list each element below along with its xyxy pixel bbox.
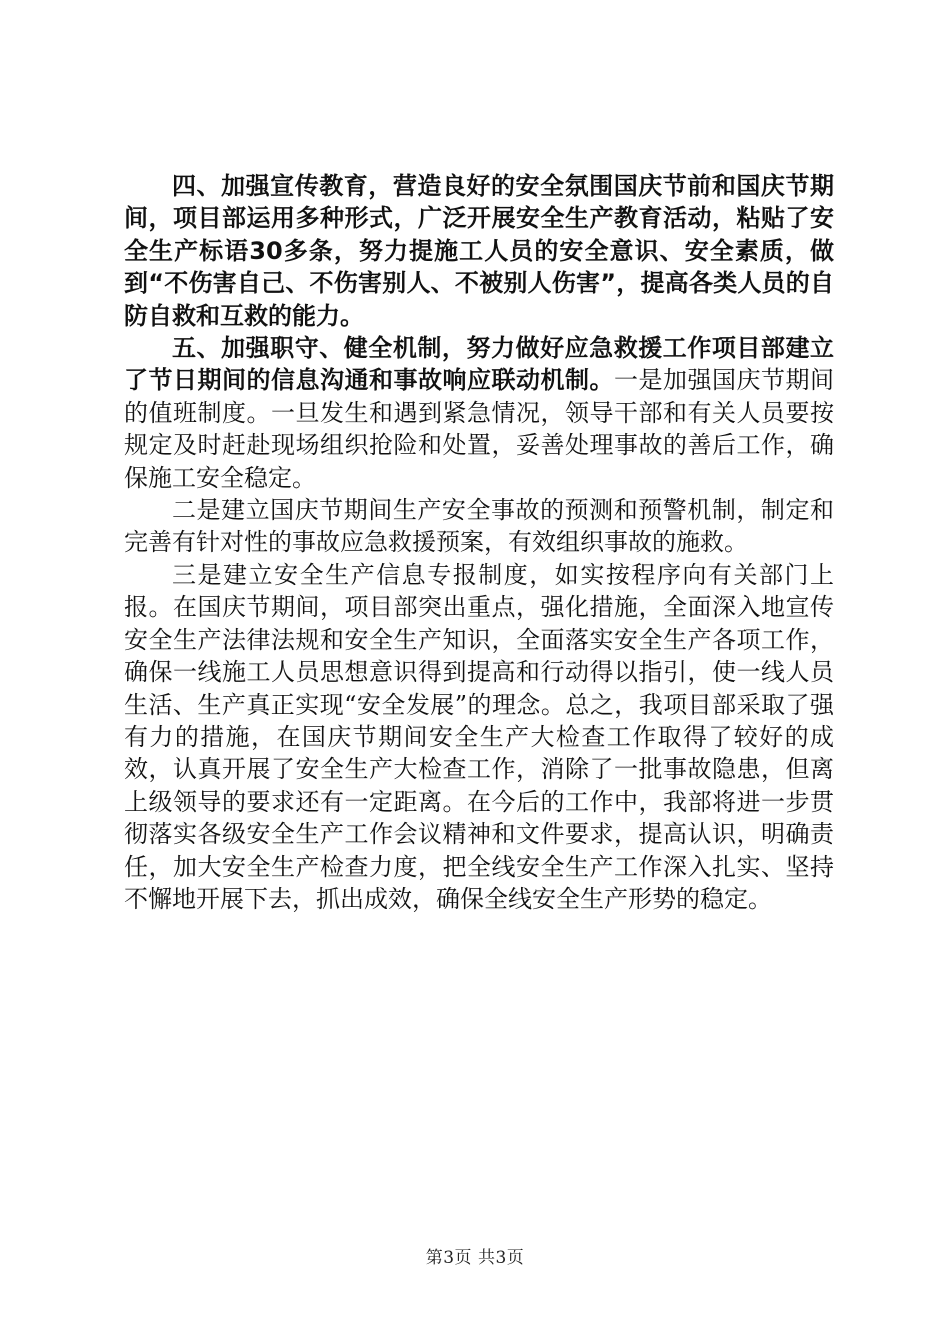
paragraph-section-five: [124, 332, 834, 494]
paragraph-item-three: 三是建立安全生产信息专报制度，如实按程序向有关部门上报。在国庆节期间，项目部突出重点，强化措施，全面深入地宣传安全生产法律法规和安全生产知识，全面落实安全生产各项工作，确保一线施工人员思想意识得到提高和行动得以指引，使一线人员生活、生产真正实现“安全发展”的理念。总之，我项目部采取了强有力的措施，在国庆节期间安全生产大检查工作取得了较好的成效，认真开展了安全生产大检查工作，消除了一批事故隐患，但离上级领导的要求还有一定距离。在今后的工作中，我部将进一步贯彻落实各级安全生产工作会议精神和文件要求，提高认识，明确责任，加大安全生产检查力度，把全线安全生产工作深入扎实、坚持不懈地开展下去，抓出成效，确保全线安全生产形势的稳定。: [124, 560, 834, 913]
paragraph-item-two: 二是建立国庆节期间生产安全事故的预测和预警机制，制定和完善有针对性的事故应急救援预案，有效组织事故的施救。: [124, 496, 834, 557]
paragraph-section-four: 四、加强宣传教育，营造良好的安全氛围国庆节前和国庆节期间，项目部运用多种形式，广泛开展安全生产教育活动，粘贴了安全生产标语30多条，努力提施工人员的安全意识、安全素质，做到“不伤害自己、不伤害别人、不被别人伤害”，提高各类人员的自防自救和互救的能力。: [124, 172, 834, 330]
page-number-footer: 第3页 共3页: [425, 1248, 525, 1268]
section-five-body: 一是加强国庆节期间的值班制度。一旦发生和遇到紧急情况，领导干部和有关人员要按规定及时赶赴现场组织抢险和处置，妥善处理事故的善后工作，确保施工安全稳定。: [124, 366, 834, 492]
section-five-heading: 五、加强职守、健全机制，努力做好应急救援工作项目部建立了节日期间的信息沟通和事故响应联动机制。: [124, 334, 834, 395]
document-body: [124, 170, 834, 915]
